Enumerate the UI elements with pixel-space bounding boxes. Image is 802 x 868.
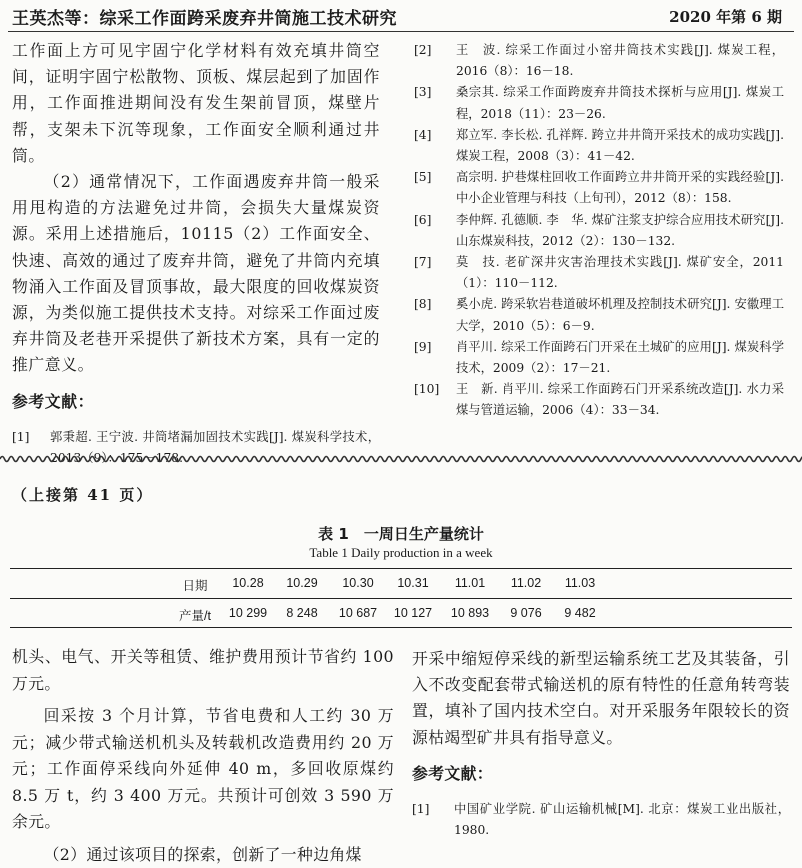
table-row-dates bbox=[0, 570, 802, 598]
table-cell: 10 127 bbox=[383, 606, 443, 620]
paragraph: 回采按 3 个月计算，节省电费和人工约 30 万元；减少带式输送机机头及转载机改造费用约 20 万元；工作面停采线向外延伸 40 m，多回收原煤约 8.5 万 t，约 3 400 万元。共预计可创效 3 590 万余元。 bbox=[12, 703, 394, 836]
reference-item bbox=[414, 82, 784, 124]
reference-item bbox=[412, 799, 790, 841]
reference-text: 中国矿业学院. 矿山运输机械[M]. 北京：煤炭工业出版社，1980. bbox=[454, 799, 790, 841]
reference-item bbox=[414, 379, 784, 421]
reference-number: [1] bbox=[12, 427, 50, 469]
reference-number: [9] bbox=[414, 337, 456, 379]
table-mid-rule bbox=[10, 598, 792, 599]
bottom-left-column bbox=[12, 644, 394, 868]
reference-item bbox=[414, 125, 784, 167]
reference-text: 莫 技. 老矿深井灾害治理技术实践[J]. 煤矿安全，2011（1）：110－112. bbox=[456, 252, 784, 294]
reference-text: 李仲辉. 孔德顺. 李 华. 煤矿注浆支护综合应用技术研究[J]. 山东煤炭科技，2012（2）：130－132. bbox=[456, 210, 784, 252]
paragraph: 工作面上方可见宇固宁化学材料有效充填井筒空间，证明宇固宁松散物、顶板、煤层起到了加固作用，工作面推进期间没有发生架前冒顶，煤壁片帮，支架未下沉等现象，工作面安全顺利通过井筒。 bbox=[12, 38, 380, 169]
table-cell: 8 248 bbox=[272, 606, 332, 620]
reference-item bbox=[414, 337, 784, 379]
reference-number: [2] bbox=[414, 40, 456, 82]
table-title: 表 1 一周日生产量统计 bbox=[0, 523, 802, 544]
reference-text: 肖平川. 综采工作面跨石门开采在土城矿的应用[J]. 煤炭科学技术，2009（2）：17－21. bbox=[456, 337, 784, 379]
table-top-rule bbox=[10, 568, 792, 569]
table-cell: 10.30 bbox=[328, 576, 388, 590]
paragraph: （2）通常情况下，工作面遇废弃井筒一般采用甩构造的方法避免过井筒，会损失大量煤炭资源。采用上述措施后，10115（2）工作面安全、快速、高效的通过了废弃井筒，避免了井筒内充填物涌入工作面及冒顶事故，最大限度的回收煤炭资源，为类似施工提供技术支持。对综采工作面过废弃井筒及老巷开采提供了新技术方案，具有一定的推广意义。 bbox=[12, 169, 380, 379]
table-cell: 10 893 bbox=[440, 606, 500, 620]
continued-from-label: （上接第 41 页） bbox=[12, 484, 153, 505]
table-cell: 10.31 bbox=[383, 576, 443, 590]
reference-number: [3] bbox=[414, 82, 456, 124]
paragraph: 机头、电气、开关等租赁、维护费用预计节省约 100 万元。 bbox=[12, 644, 394, 697]
top-left-column bbox=[12, 38, 380, 469]
reference-text: 郭秉超. 王宁波. 井筒堵漏加固技术实践[J]. 煤炭科学技术，2013（9）：175－178. bbox=[50, 427, 380, 469]
reference-item bbox=[414, 252, 784, 294]
reference-number: [1] bbox=[412, 799, 454, 841]
reference-item bbox=[414, 167, 784, 209]
top-right-reference-list bbox=[414, 40, 784, 422]
table-row-label: 产量/t bbox=[160, 606, 230, 624]
reference-number: [7] bbox=[414, 252, 456, 294]
reference-text: 郑立军. 李长松. 孔祥辉. 跨立井井筒开采技术的成功实践[J]. 煤炭工程，2008（3）：41－42. bbox=[456, 125, 784, 167]
reference-number: [4] bbox=[414, 125, 456, 167]
paragraph: （2）通过该项目的探索，创新了一种边角煤 bbox=[12, 842, 394, 868]
reference-number: [6] bbox=[414, 210, 456, 252]
reference-text: 高宗明. 护巷煤柱回收工作面跨立井井筒开采的实践经验[J]. 中小企业管理与科技（上旬刊），2012（8）：158. bbox=[456, 167, 784, 209]
reference-number: [5] bbox=[414, 167, 456, 209]
table-row-label: 日期 bbox=[160, 576, 230, 594]
header-rule bbox=[8, 31, 794, 32]
reference-text: 王 新. 肖平川. 综采工作面跨石门开采系统改造[J]. 水力采煤与管道运输，2006（4）：33－34. bbox=[456, 379, 784, 421]
table-cell: 10 299 bbox=[218, 606, 278, 620]
reference-number: [10] bbox=[414, 379, 456, 421]
table-cell: 11.02 bbox=[496, 576, 556, 590]
table-cell: 11.03 bbox=[550, 576, 610, 590]
reference-item bbox=[414, 40, 784, 82]
reference-number: [8] bbox=[414, 294, 456, 336]
issue-label: 2020 年第 6 期 bbox=[669, 6, 782, 27]
reference-item bbox=[414, 294, 784, 336]
table-cell: 10.28 bbox=[218, 576, 278, 590]
table-cell: 11.01 bbox=[440, 576, 500, 590]
reference-item bbox=[414, 210, 784, 252]
bottom-right-column bbox=[412, 646, 790, 841]
table-row-output bbox=[0, 600, 802, 628]
reference-text: 王 波. 综采工作面过小窑井筒技术实践[J]. 煤炭工程，2016（8）：16－18. bbox=[456, 40, 784, 82]
table-cell: 10 687 bbox=[328, 606, 388, 620]
table-cell: 10.29 bbox=[272, 576, 332, 590]
paragraph: 开采中缩短停采线的新型运输系统工艺及其装备，引入不改变配套带式输送机的原有特性的任意角转弯装置，填补了国内技术空白。对开采服务年限较长的资源枯竭型矿井具有指导意义。 bbox=[412, 646, 790, 751]
reference-text: 奚小虎. 跨采软岩巷道破坏机理及控制技术研究[J]. 安徽理工大学，2010（5）：6－9. bbox=[456, 294, 784, 336]
references-heading: 参考文献： bbox=[12, 391, 380, 413]
table-cell: 9 076 bbox=[496, 606, 556, 620]
running-header-title: 王英杰等：综采工作面跨采废弃井筒施工技术研究 bbox=[12, 4, 397, 29]
table-subtitle: Table 1 Daily production in a week bbox=[0, 545, 802, 561]
references-heading: 参考文献： bbox=[412, 763, 790, 785]
reference-list bbox=[412, 799, 790, 841]
wavy-separator bbox=[0, 452, 802, 466]
table-cell: 9 482 bbox=[550, 606, 610, 620]
reference-text: 桑宗其. 综采工作面跨废弃井筒技术探析与应用[J]. 煤炭工程，2018（11）：23－26. bbox=[456, 82, 784, 124]
